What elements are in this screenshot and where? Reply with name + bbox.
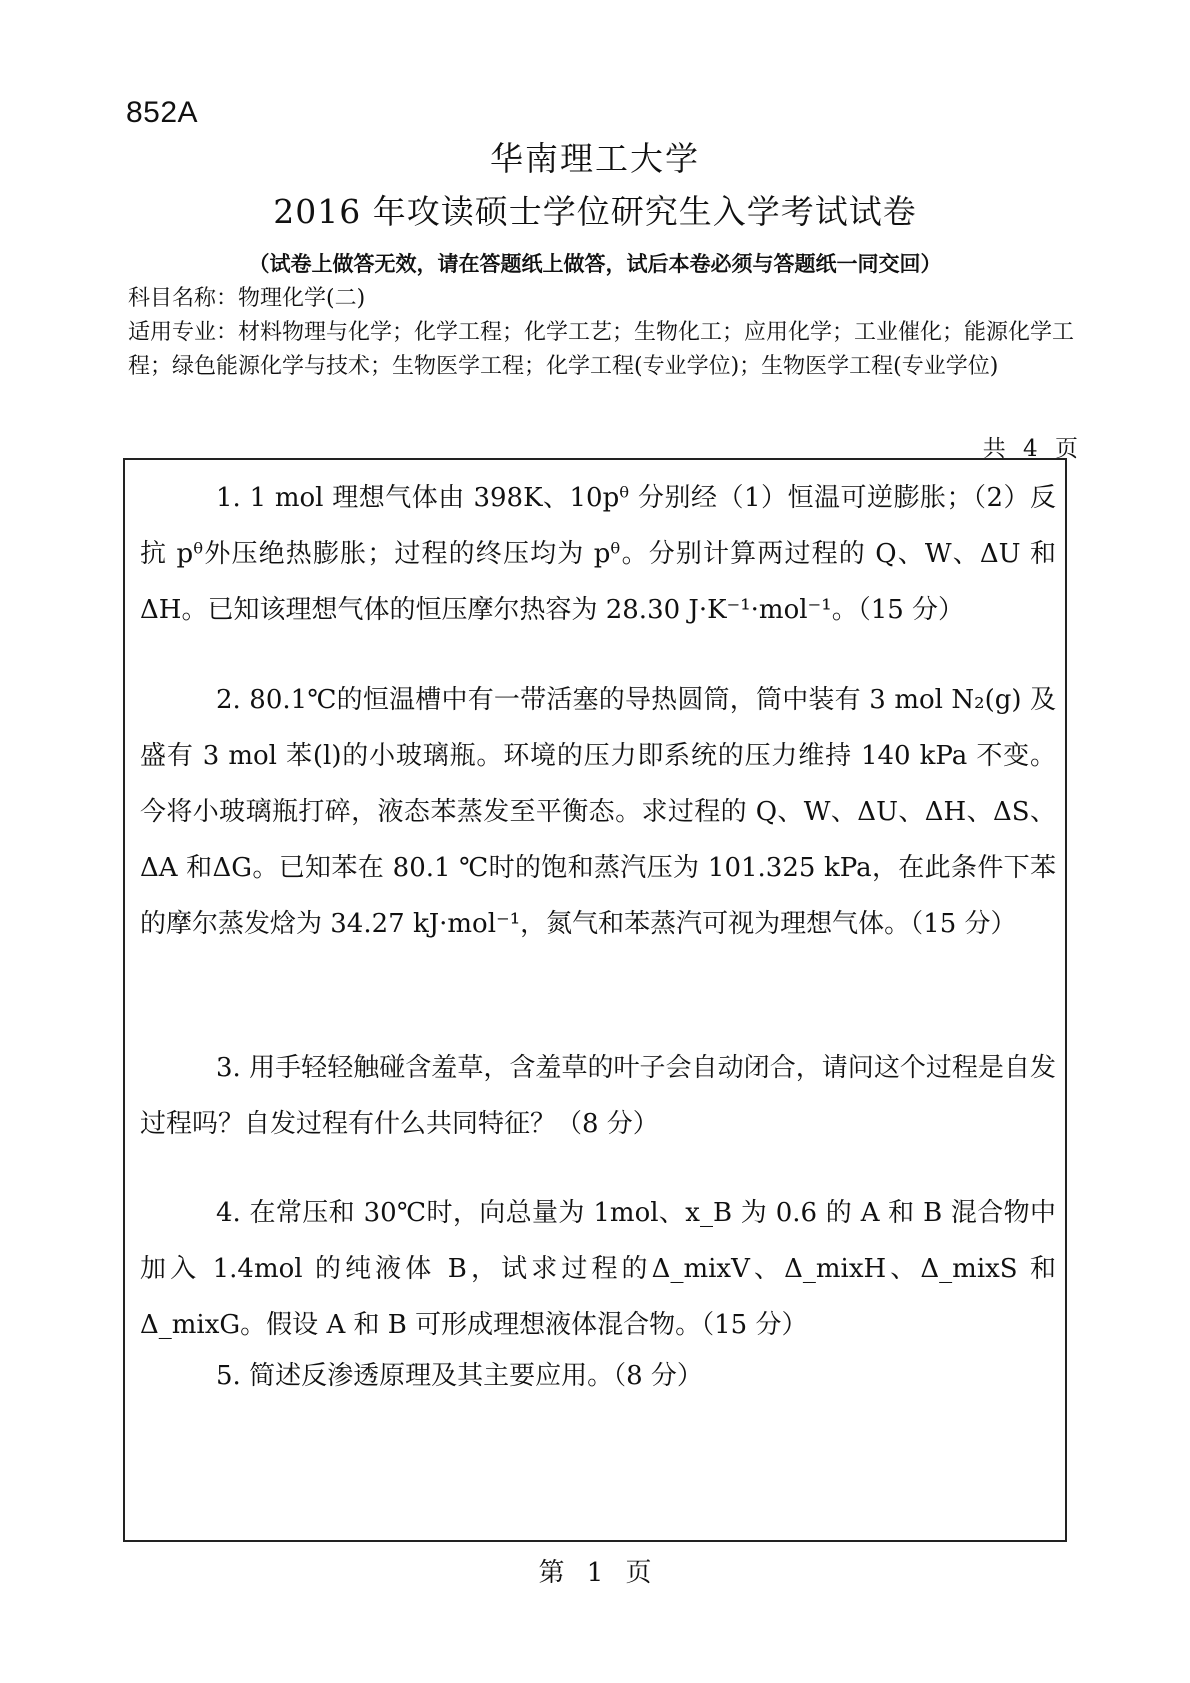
majors-block <box>128 316 1078 384</box>
exam-title: 2016 年攻读硕士学位研究生入学考试试卷 <box>273 192 917 231</box>
subject-line <box>128 282 1078 316</box>
question-1: 1. 1 mol 理想气体由 398K、10pᶿ 分别经（1）恒温可逆膨胀；（2）反抗 pᶿ外压绝热膨胀；过程的终压均为 pᶿ。分别计算两过程的 Q、W、ΔU 和ΔH。已知该理想气体的恒压摩尔热容为 28.30 J·K⁻¹·mol⁻¹。（15 分） <box>140 483 1056 625</box>
exam-code: 852A <box>126 96 199 129</box>
subject-name: 物理化学(二) <box>238 286 366 311</box>
page-number: 第 1 页 <box>538 1558 652 1588</box>
total-pages: 共 4 页 <box>982 436 1078 462</box>
exam-notice: （试卷上做答无效，请在答题纸上做答，试后本卷必须与答题纸一同交回） <box>248 251 942 276</box>
question-4: 4. 在常压和 30℃时，向总量为 1mol、x_B 为 0.6 的 A 和 B 混合物中加入 1.4mol 的纯液体 B，试求过程的Δ_mixV、Δ_mixH、Δ_mixS 和Δ_mixG。假设 A 和 B 可形成理想液体混合物。（15 分） <box>140 1198 1056 1340</box>
question-3: 3. 用手轻轻触碰含羞草，含羞草的叶子会自动闭合，请问这个过程是自发过程吗？自发过程有什么共同特征？（8 分） <box>140 1053 1056 1139</box>
question-2: 2. 80.1℃的恒温槽中有一带活塞的导热圆筒，筒中装有 3 mol N₂(g) 及盛有 3 mol 苯(l)的小玻璃瓶。环境的压力即系统的压力维持 140 kPa 不变。今将小玻璃瓶打碎，液态苯蒸发至平衡态。求过程的 Q、W、ΔU、ΔH、ΔS、ΔA 和ΔG。已知苯在 80.1 ℃时的饱和蒸汽压为 101.325 kPa，在此条件下苯的摩尔蒸发焓为 34.27 kJ·mol⁻¹，氮气和苯蒸汽可视为理想气体。（15 分） <box>140 685 1056 939</box>
majors-list: 材料物理与化学；化学工程；化学工艺；生物化工；应用化学；工业催化；能源化学工程；绿色能源化学与技术；生物医学工程；化学工程(专业学位)；生物医学工程(专业学位) <box>128 320 1075 379</box>
question-5: 5. 简述反渗透原理及其主要应用。（8 分） <box>216 1361 703 1391</box>
majors-label: 适用专业： <box>128 320 239 345</box>
university-name: 华南理工大学 <box>490 139 700 178</box>
subject-label: 科目名称： <box>128 286 239 311</box>
